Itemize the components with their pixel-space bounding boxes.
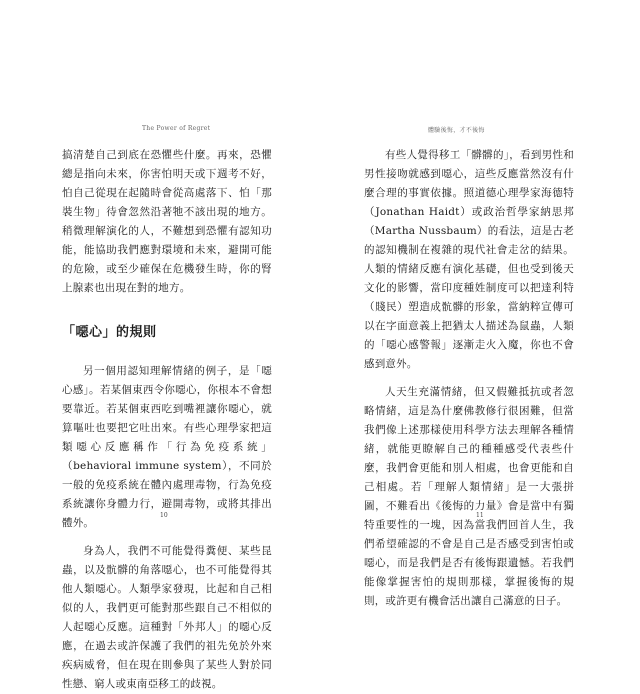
paragraph: 身為人，我們不可能覺得糞便、某些昆蟲，以及骯髒的角落噁心，也不可能覺得其他人類噁心。人類學家發現，比起和自己相似的人，我們更可能對那些跟自己不相似的人起噁心反應。這種對「外邦人」的噁心反應，在過去或許保護了我們的祖先免於外來疾病威脅，但在現在則參與了某些人對於同性戀、窮人或東南亞移工的歧視。 [62,545,272,690]
right-page-body [364,146,574,611]
paragraph: 另一個用認知理解情緒的例子，是「噁心感」。若某個東西令你噁心，你根本不會想要靠近。若某個東西吃到嘴裡讓你噁心，就算嘔吐也要把它吐出來。有些心理學家把這類噁心反應稱作「行為免疫系統」（behavioral immune system），不同於一般的免疫系統在體內處理毒物，行為免疫系統讓你身體力行，避開毒物，或將其排出體外。 [62,365,272,529]
paragraph: 人天生充滿情緒，但又假難抵抗或者忽略情緒，這是為什麼佛教修行很困難，但當我們像上述那樣使用科學方法去理解各種情緒，就能更瞭解自己的種種感受代表些什麼，我們會更能和別人相處，也會更能和自己相處。若「理解人類情緒」是一大張拼圖，不難看出《後悔的力量》會是當中有獨特重要性的一塊，因為當我們回首人生，我們希望確認的不會是自己是否感受到害怕或噁心，而是我們是否有後悔跟遺憾。若我們能像掌握害怕的規則那樣，掌握後悔的規則，或許更有機會活出讓自己滿意的日子。 [364,386,574,607]
running-head: 體驗後悔，才不後悔 [428,127,485,134]
left-page [0,0,320,690]
page-number: 11 [476,512,484,519]
left-page-body [62,146,272,694]
right-page [320,0,640,640]
paragraph: 搞清楚自己到底在恐懼些什麼。再來，恐懼總是指向未來，你害怕明天或下週考不好，怕自己從現在起隨時會從高處落下、怕「那裝生物」待會忽然沿著牠不該出現的地方。稍微理解演化的人，不難想到恐懼有認知功能，能協助我們應對環境和未來，避開可能的危險，或至少確保在危機發生時，你的腎上腺素也出現在對的地方。 [62,149,272,294]
page-number: 10 [160,512,168,519]
section-heading: 「噁心」的規則 [62,325,157,340]
running-head: The Power of Regret [142,125,211,132]
paragraph: 有些人覺得移工「髒髒的」，看到男性和男性接吻就感到噁心，這些反應當然沒有什麼合理的事實依據。照道德心理學家海德特（Jonathan Haidt）或政治哲學家納思邦（Martha Nussbaum）的看法，這是古老的認知機制在複雜的現代社會走岔的結果。人類的情緒反應有演化基礎，但也受到後天文化的影響，當印度種姓制度可以把達利特（賤民）塑造成骯髒的形象，當納粹宣傳可以在字面意義上把猶太人描述為鼠蟲，人類的「噁心感警報」逐漸走火入魔，你也不會感到意外。 [364,149,574,370]
